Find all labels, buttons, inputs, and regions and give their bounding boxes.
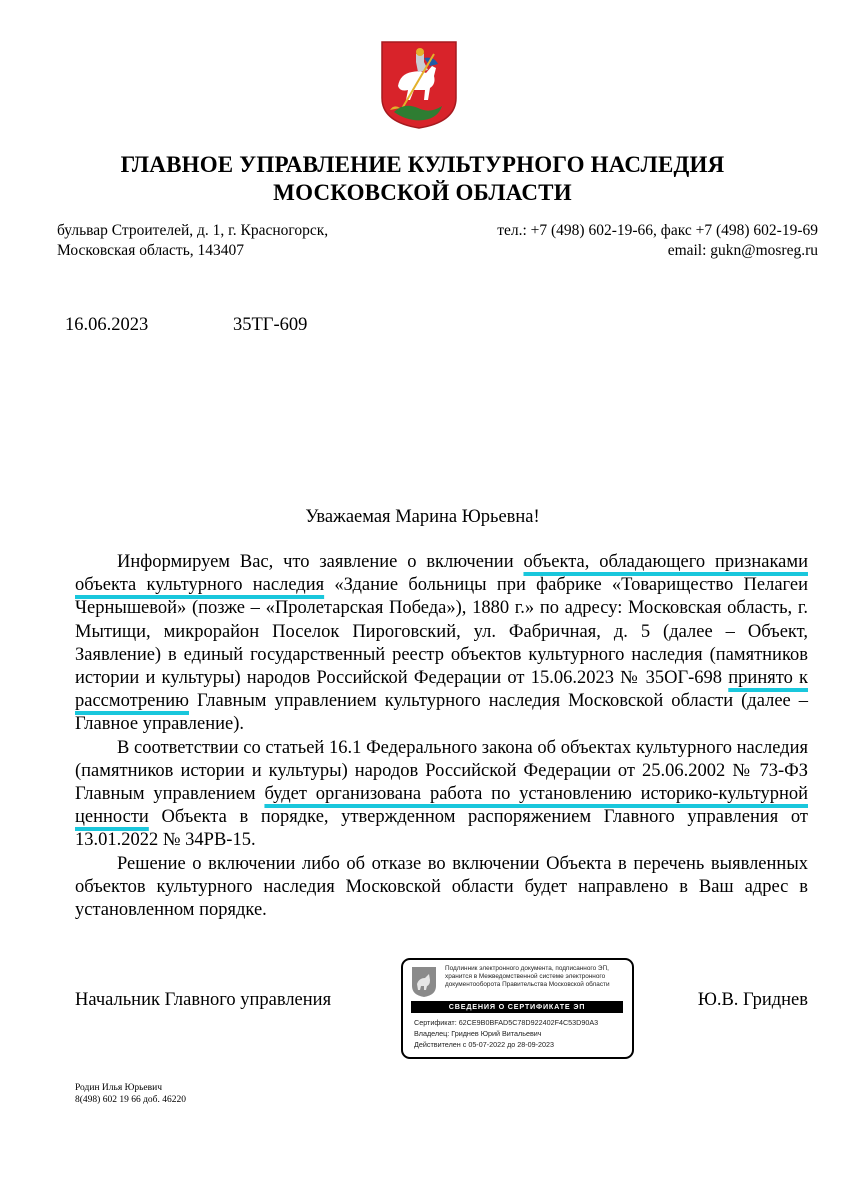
certificate-id: Сертификат: 62CE9B0BFAD5C78D922402F4C53D90A3: [414, 1018, 599, 1027]
address-block: [57, 221, 328, 261]
highlighted-text: будет организована работа по установлению историко-культурной ценности: [75, 784, 808, 828]
highlighted-text: объекта, обладающего признаками объекта культурного наследия: [75, 552, 808, 596]
coat-of-arms-emblem: [380, 40, 458, 130]
address-line: Московская область, 143407: [57, 242, 245, 259]
signatory-position: Начальник Главного управления: [75, 990, 332, 1010]
paragraph: [75, 737, 808, 853]
phone-fax-line: тел.: +7 (498) 602-19-66, факс +7 (498) 602-19-69: [497, 222, 818, 239]
electronic-signature-stamp: [401, 958, 634, 1059]
text-run: Главным управлением культурного наследия Московской области (далее – Главное управление).: [75, 691, 808, 735]
certificate-owner: Владелец: Гриднев Юрий Витальевич: [414, 1029, 542, 1038]
signatory-name: Ю.В. Гриднев: [697, 990, 808, 1010]
organization-name-line2: МОСКОВСКОЙ ОБЛАСТИ: [273, 180, 572, 205]
address-line: бульвар Строителей, д. 1, г. Красногорск,: [57, 222, 329, 239]
document-number: 35ТГ-609: [233, 315, 308, 335]
text-run: Информируем Вас, что заявление о включении: [117, 552, 524, 572]
stamp-note: Подлинник электронного документа, подписанного ЭП, хранится в Межведомственной системе электронного документооборота Правительства Московской области: [445, 965, 610, 988]
highlighted-text: принято к рассмотрению: [75, 668, 809, 712]
stamp-title: СВЕДЕНИЯ О СЕРТИФИКАТЕ ЭП: [411, 1001, 623, 1013]
certificate-validity: Действителен с 05-07-2022 до 28-09-2023: [414, 1040, 555, 1049]
greeting: Уважаемая Марина Юрьевна!: [305, 507, 540, 527]
email-line: email: gukn@mosreg.ru: [667, 242, 818, 259]
paragraph: Решение о включении либо об отказе во включении Объекта в перечень выявленных объектов культурного наследия Московской области будет направлено в Ваш адрес в установленном порядке.: [75, 853, 808, 921]
text-run: В соответствии со статьей 16.1 Федерального закона об объектах культурного наследия (памятников истории и культуры) народов Российской Федерации от 25.06.2002 № 73-ФЗ Главным управлением: [75, 737, 808, 805]
letter-body: [75, 551, 808, 922]
paragraph: [75, 551, 808, 737]
document-date: 16.06.2023: [65, 315, 149, 335]
text-run: Объекта в порядке, утвержденном распоряжением Главного управления от 13.01.2022 № 34РВ-15.: [75, 807, 808, 851]
organization-name-line1: ГЛАВНОЕ УПРАВЛЕНИЕ КУЛЬТУРНОГО НАСЛЕДИЯ: [120, 152, 725, 177]
executor-phone: 8(498) 602 19 66 доб. 46220: [75, 1095, 186, 1105]
contacts-block: [497, 221, 818, 261]
executor-block: [75, 1082, 186, 1106]
coat-of-arms-icon: [411, 966, 437, 998]
executor-name: Родин Илья Юрьевич: [75, 1083, 162, 1093]
text-run: «Здание больницы при фабрике «Товарищество Пелагеи Чернышевой» (позже – «Пролетарская Победа»), 1880 г.» по адресу: Московская область, г. Мытищи, микрорайон Поселок Пироговский, ул. Фабричная, д. 5 (далее – Объект, Заявление) в единый государственный реестр объектов культурного наследия (памятников истории и культуры) народов Российской Федерации от 15.06.2023 № 35ОГ-698: [75, 575, 808, 689]
